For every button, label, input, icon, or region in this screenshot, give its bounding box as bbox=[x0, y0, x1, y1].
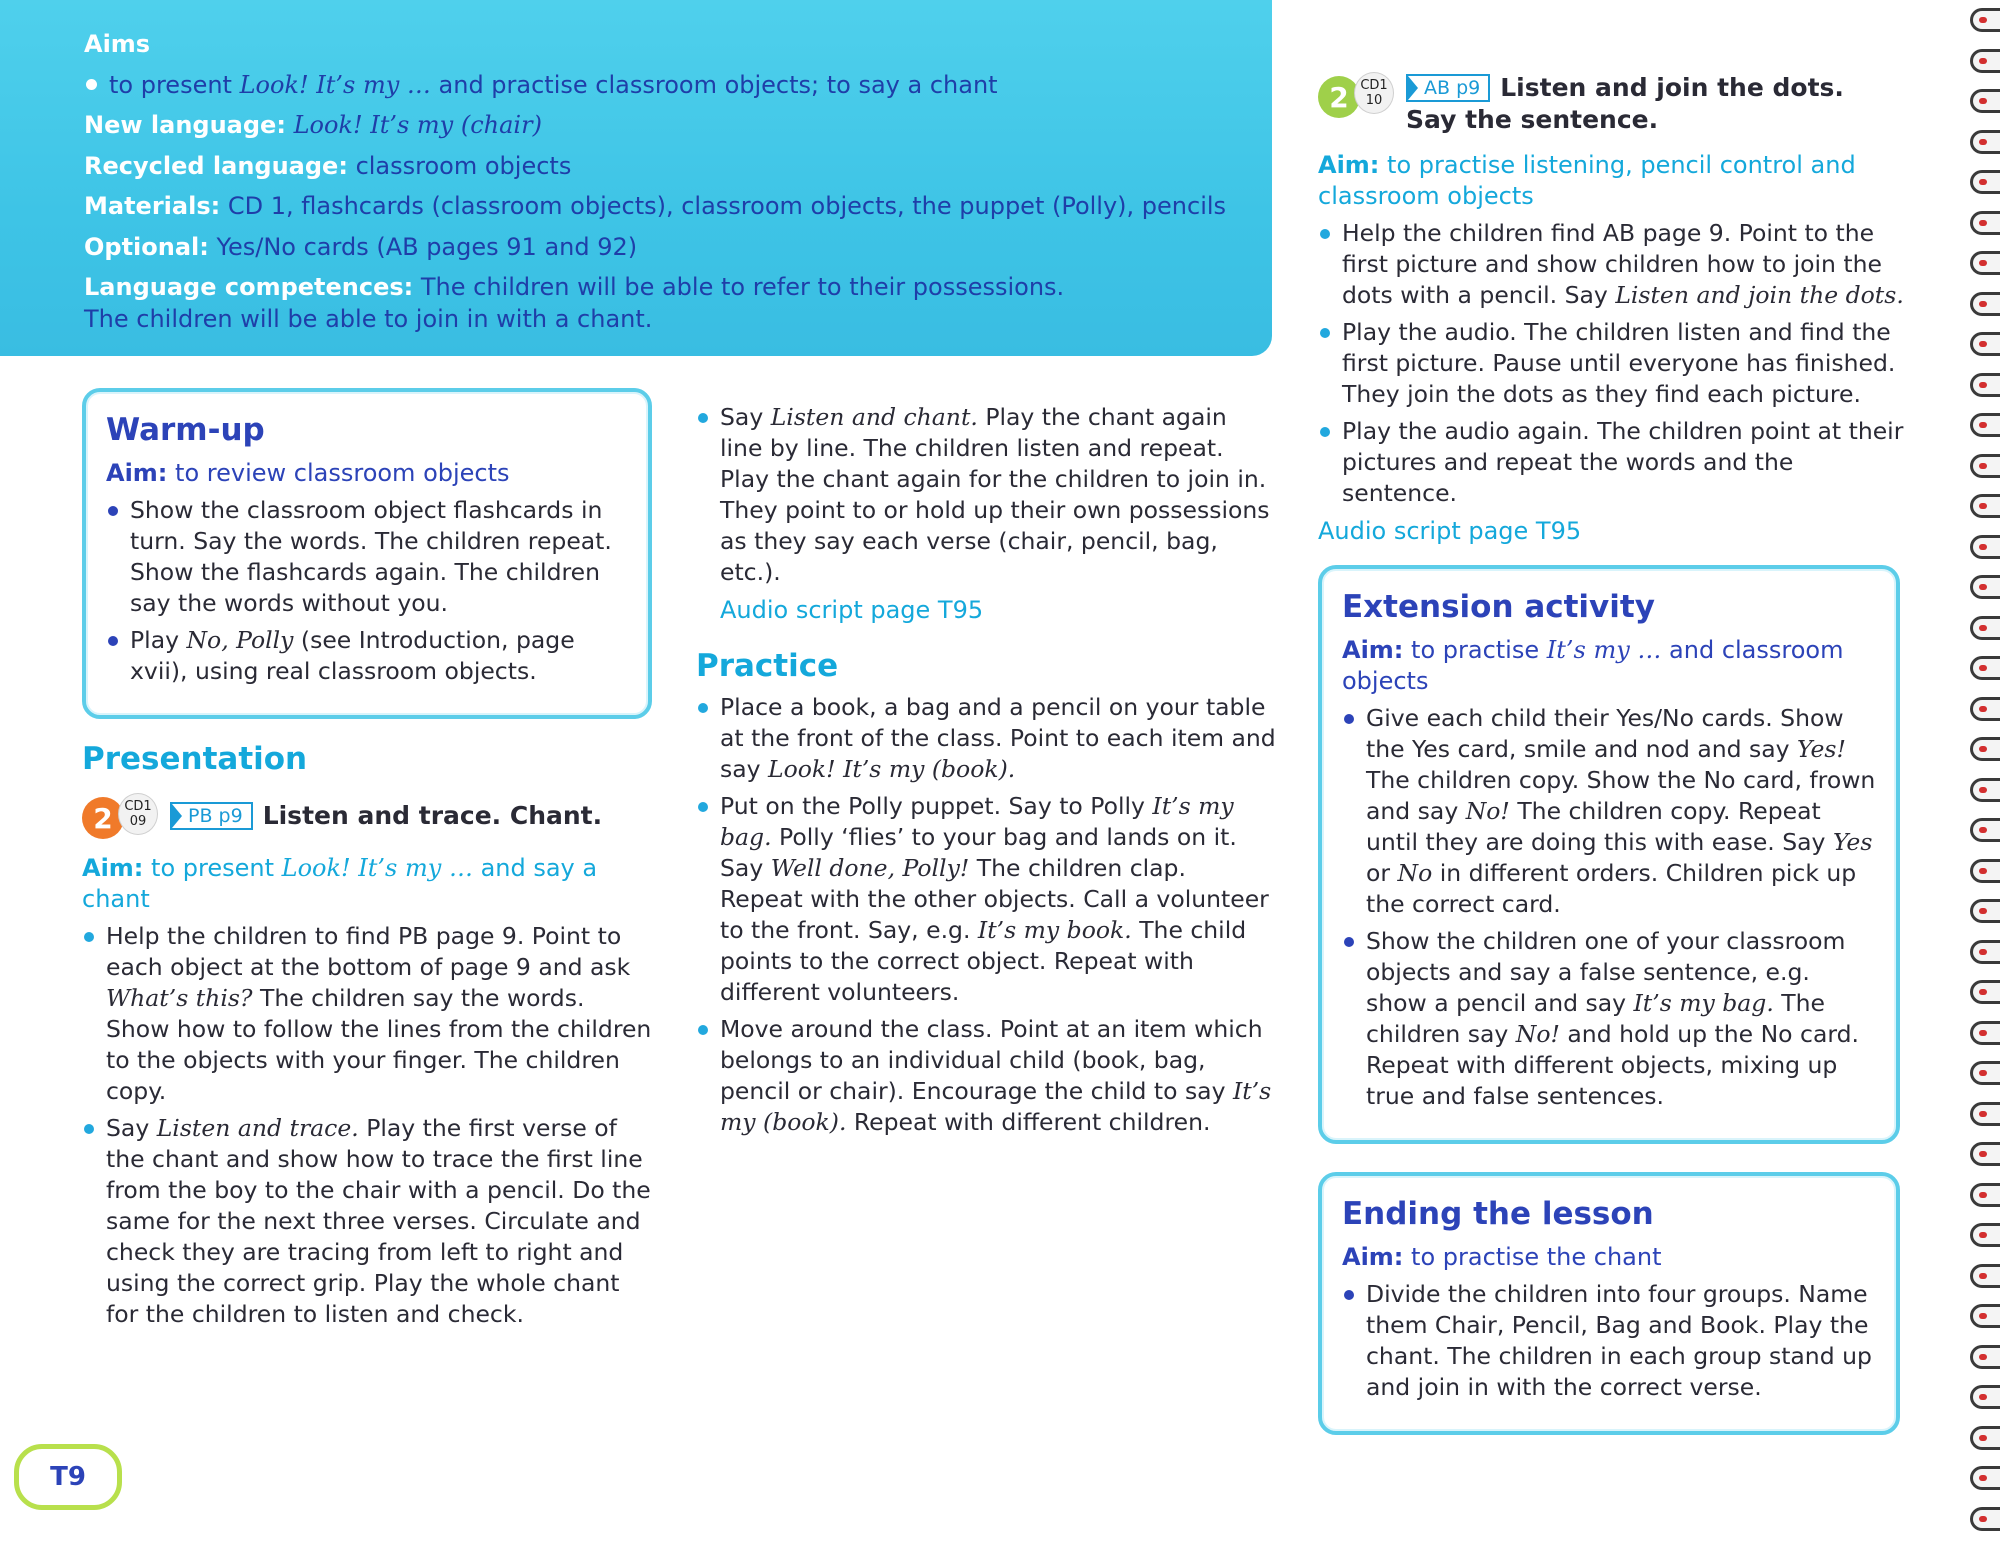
play-arrow-icon bbox=[1408, 76, 1418, 100]
presentation-list bbox=[82, 921, 652, 1330]
spiral-loop-icon bbox=[1970, 1426, 2000, 1450]
activity-subtitle: Say the sentence. bbox=[1406, 105, 1659, 134]
spiral-loop-icon bbox=[1970, 413, 2000, 437]
ending-title: Ending the lesson bbox=[1342, 1196, 1654, 1232]
spiral-loop-icon bbox=[1970, 697, 2000, 721]
spiral-loop-icon bbox=[1970, 1466, 2000, 1490]
ending-aim: Aim: to practise the chant bbox=[1342, 1243, 1662, 1271]
left-column bbox=[82, 388, 652, 1336]
warmup-box bbox=[82, 388, 652, 719]
spiral-binding bbox=[1968, 0, 2000, 1556]
list-item: Help the children to find PB page 9. Point to each object at the bottom of page 9 and ask What’s this? The children say the words. Show how to follow the lines from the children to the objects with your finger. The children copy. bbox=[82, 921, 652, 1107]
right-aim: Aim: to practise listening, pencil control and classroom objects bbox=[1318, 151, 1856, 210]
track-badge bbox=[1318, 72, 1396, 118]
list-item: Divide the children into four groups. Name them Chair, Pencil, Bag and Book. Play the chant. The children in each group stand up and join in with the correct verse. bbox=[1342, 1279, 1876, 1403]
activity-title: Listen and trace. Chant. bbox=[262, 801, 603, 830]
extension-title: Extension activity bbox=[1342, 589, 1655, 625]
middle-column bbox=[696, 396, 1276, 1144]
list-item: Show the children one of your classroom objects and say a false sentence, e.g. show a pencil and say It’s my bag. The children say No! and hold up the No card. Repeat with different objects, mixing up true and false sentences. bbox=[1342, 926, 1876, 1112]
list-item: Play No, Polly (see Introduction, page xvii), using real classroom objects. bbox=[106, 625, 628, 687]
ab-page-tag: AB p9 bbox=[1406, 74, 1490, 102]
spiral-loop-icon bbox=[1970, 1142, 2000, 1166]
spiral-loop-icon bbox=[1970, 1223, 2000, 1247]
practice-list bbox=[696, 692, 1276, 1138]
activity-heading bbox=[1406, 72, 1844, 136]
extension-list bbox=[1342, 703, 1876, 1112]
spiral-loop-icon bbox=[1970, 1061, 2000, 1085]
list-item: Place a book, a bag and a pencil on your table at the front of the class. Point to each item and say Look! It’s my (book). bbox=[696, 692, 1276, 785]
spiral-loop-icon bbox=[1970, 1021, 2000, 1045]
competences-line-2: The children will be able to join in with a chant. bbox=[84, 305, 653, 333]
list-item: Move around the class. Point at an item which belongs to an individual child (book, bag, pencil or chair). Encourage the child to say It’s my (book). Repeat with different children. bbox=[696, 1014, 1276, 1138]
spiral-loop-icon bbox=[1970, 737, 2000, 761]
spiral-loop-icon bbox=[1970, 1264, 2000, 1288]
spiral-loop-icon bbox=[1970, 940, 2000, 964]
extension-box bbox=[1318, 565, 1900, 1144]
ending-list bbox=[1342, 1279, 1876, 1403]
bullet-icon bbox=[86, 79, 97, 90]
list-item: Say Listen and chant. Play the chant again line by line. The children listen and repeat. Play the chant again for the children to join in. They point to or hold up their own possessions as they say each verse (chair, pencil, bag, etc.). bbox=[696, 402, 1276, 588]
list-item: Play the audio again. The children point at their pictures and repeat the words and the sentence. bbox=[1318, 416, 1908, 509]
presentation-title: Presentation bbox=[82, 741, 308, 777]
spiral-loop-icon bbox=[1970, 575, 2000, 599]
audio-script-link: Audio script page T95 bbox=[1318, 517, 1582, 545]
right-list bbox=[1318, 218, 1908, 509]
spiral-loop-icon bbox=[1970, 332, 2000, 356]
spiral-loop-icon bbox=[1970, 251, 2000, 275]
list-item: Show the classroom object flashcards in turn. Say the words. The children repeat. Show the flashcards again. The children say the words without you. bbox=[106, 495, 628, 619]
cd-icon: CD1 09 bbox=[118, 793, 158, 835]
new-language-line: New language: Look! It’s my (chair) bbox=[84, 111, 542, 139]
spiral-loop-icon bbox=[1970, 292, 2000, 316]
extension-aim: Aim: to practise It’s my … and classroom objects bbox=[1342, 636, 1844, 695]
practice-title: Practice bbox=[696, 648, 839, 684]
spiral-loop-icon bbox=[1970, 8, 2000, 32]
lesson-header bbox=[0, 0, 1272, 356]
spiral-loop-icon bbox=[1970, 656, 2000, 680]
pb-page-tag: PB p9 bbox=[170, 802, 253, 830]
spiral-loop-icon bbox=[1970, 980, 2000, 1004]
spiral-loop-icon bbox=[1970, 130, 2000, 154]
materials-line: Materials: CD 1, flashcards (classroom objects), classroom objects, the puppet (Polly), pencils bbox=[84, 192, 1227, 220]
aims-bullet: to present Look! It’s my … and practise classroom objects; to say a chant bbox=[84, 65, 1272, 106]
spiral-loop-icon bbox=[1970, 170, 2000, 194]
spiral-loop-icon bbox=[1970, 89, 2000, 113]
spiral-loop-icon bbox=[1970, 899, 2000, 923]
list-item: Say Listen and trace. Play the first verse of the chant and show how to trace the first line from the boy to the chair with a pencil. Do the same for the next three verses. Circulate and check they are tracing from left to right and using the correct grip. Play the whole chant for the children to listen and check. bbox=[82, 1113, 652, 1330]
spiral-loop-icon bbox=[1970, 818, 2000, 842]
track-badge bbox=[82, 793, 160, 839]
spiral-loop-icon bbox=[1970, 1183, 2000, 1207]
page-number: T9 bbox=[14, 1444, 122, 1510]
track-number: 2 bbox=[1318, 76, 1360, 118]
spiral-loop-icon bbox=[1970, 1304, 2000, 1328]
spiral-loop-icon bbox=[1970, 1507, 2000, 1531]
spiral-loop-icon bbox=[1970, 778, 2000, 802]
spiral-loop-icon bbox=[1970, 1102, 2000, 1126]
list-item: Put on the Polly puppet. Say to Polly It’s my bag. Polly ‘flies’ to your bag and lands on it. Say Well done, Polly! The children clap. Repeat with the other objects. Call a volunteer to the front. Say, e.g. It’s my book. The child points to the correct object. Repeat with different volunteers. bbox=[696, 791, 1276, 1008]
activity-title: Listen and join the dots. bbox=[1500, 73, 1844, 102]
competences-line: Language competences: The children will be able to refer to their possessions. bbox=[84, 273, 1065, 301]
optional-line: Optional: Yes/No cards (AB pages 91 and 92) bbox=[84, 232, 638, 261]
chant-list bbox=[696, 402, 1276, 588]
aims-line: Aims bbox=[84, 30, 151, 58]
spiral-loop-icon bbox=[1970, 211, 2000, 235]
spiral-loop-icon bbox=[1970, 494, 2000, 518]
warmup-aim: Aim: to review classroom objects bbox=[106, 459, 510, 487]
spiral-loop-icon bbox=[1970, 373, 2000, 397]
cd-icon: CD1 10 bbox=[1354, 72, 1394, 114]
list-item: Give each child their Yes/No cards. Show the Yes card, smile and nod and say Yes! The children copy. Show the No card, frown and say No! The children copy. Repeat until they are doing this with ease. Say Yes or No in different orders. Children pick up the correct card. bbox=[1342, 703, 1876, 920]
play-arrow-icon bbox=[172, 804, 182, 828]
list-item: Play the audio. The children listen and find the first picture. Pause until everyone has finished. They join the dots as they find each picture. bbox=[1318, 317, 1908, 410]
spiral-loop-icon bbox=[1970, 859, 2000, 883]
spiral-loop-icon bbox=[1970, 535, 2000, 559]
list-item: Help the children find AB page 9. Point to the first picture and show children how to join the dots with a pencil. Say Listen and join the dots. bbox=[1318, 218, 1908, 311]
spiral-loop-icon bbox=[1970, 616, 2000, 640]
spiral-loop-icon bbox=[1970, 454, 2000, 478]
audio-script-link: Audio script page T95 bbox=[720, 596, 984, 624]
recycled-language-line: Recycled language: classroom objects bbox=[84, 151, 572, 180]
presentation-activity bbox=[82, 793, 652, 839]
track-number: 2 bbox=[82, 797, 124, 839]
warmup-title: Warm-up bbox=[106, 412, 265, 448]
ending-box bbox=[1318, 1172, 1900, 1435]
presentation-aim: Aim: to present Look! It’s my … and say a chant bbox=[82, 854, 598, 913]
right-activity bbox=[1318, 72, 1908, 136]
spiral-loop-icon bbox=[1970, 1345, 2000, 1369]
spiral-loop-icon bbox=[1970, 49, 2000, 73]
right-column bbox=[1318, 72, 1908, 1435]
spiral-loop-icon bbox=[1970, 1385, 2000, 1409]
warmup-list bbox=[106, 495, 628, 687]
